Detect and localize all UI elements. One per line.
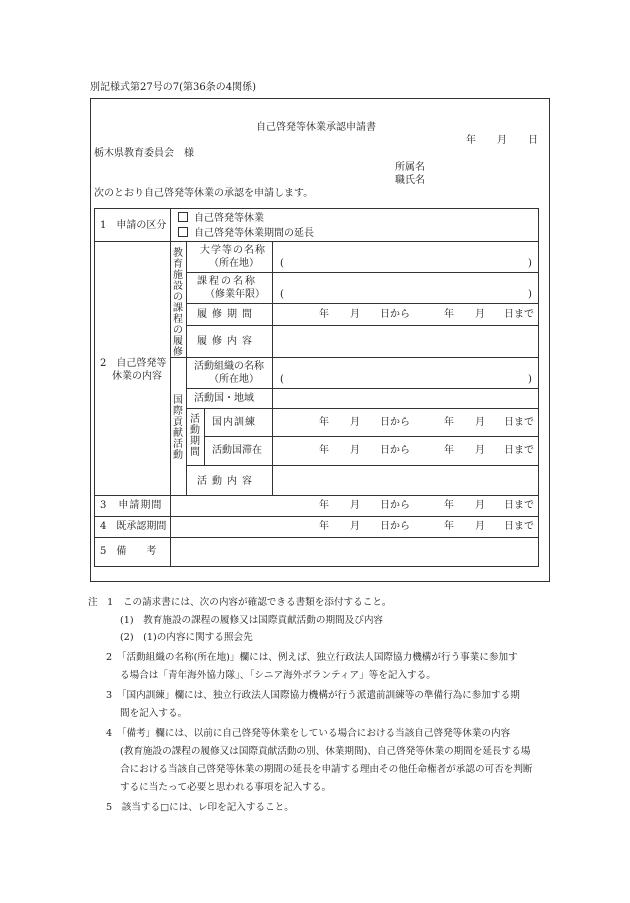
note-4c: 合における当該自己啓発等休業の期間の延長を申請する理由その他任命権者が承認の可否を判断 (120, 764, 533, 775)
day-until: 日まで (504, 309, 534, 320)
form-title: 自己啓発等休業承認申請書 (256, 122, 376, 133)
stay-abroad-label: 活動国滞在 (212, 445, 262, 456)
year-from: 年 (319, 417, 329, 428)
note-4b: (教育施設の課程の履修又は国際貢献活動の別、休業期間)、自己啓発等休業の期間を延長する場 (120, 746, 531, 757)
course-years-label: （修業年限） (205, 289, 265, 300)
study-period-label: 履修期間 (197, 309, 257, 320)
organization-location-label: （所在地） (209, 374, 259, 385)
day-until: 日まで (504, 417, 534, 428)
university-location-label: （所在地） (209, 258, 259, 269)
option-leave-extension[interactable]: 自己啓発等休業期間の延長 (178, 227, 314, 240)
note-head: 注 1 この請求書には、次の内容が確認できる書類を添付すること。 (88, 597, 392, 608)
country-region-label: 活動国・地域 (194, 393, 254, 404)
day-until: 日まで (504, 445, 534, 456)
section2-label-line2: 休業の内容 (112, 371, 162, 382)
note-3b: 間を記入する。 (120, 708, 188, 719)
checkbox-icon[interactable] (178, 212, 188, 222)
note-2a: 2 「活動組織の名称(所在地)」欄には、例えば、独立行政法人国際協力機構が行う事業に参加す (106, 652, 518, 663)
activity-content-label: 活動内容 (197, 476, 257, 487)
date-day: 日 (528, 135, 538, 146)
month-from: 月 (350, 445, 360, 456)
organization-name-label: 活動組織の名称 (194, 361, 264, 372)
section5-label: 5 備 考 (100, 546, 157, 557)
year-from: 年 (319, 445, 329, 456)
day-until: 日まで (504, 521, 534, 532)
year-from: 年 (319, 309, 329, 320)
note-4a: 4 「備考」欄には、以前に自己啓発等休業をしている場合における当該自己啓発等休業の内容 (106, 728, 511, 739)
year-until: 年 (444, 309, 454, 320)
form-number: 別記様式第27号の7(第36条の4関係) (90, 82, 256, 93)
day-from: 日から (380, 500, 410, 511)
year-until: 年 (444, 521, 454, 532)
domestic-training-label: 国内訓練 (212, 417, 256, 428)
note-1-1: (1) 教育施設の課程の履修又は国際貢献活動の期間及び内容 (120, 615, 384, 626)
day-from: 日から (380, 521, 410, 532)
note-4d: するに当たって必要と思われる事項を記入する。 (120, 782, 332, 793)
month-from: 月 (350, 417, 360, 428)
paren-open: ( (280, 289, 284, 300)
month-from: 月 (350, 500, 360, 511)
checkbox-icon[interactable] (178, 227, 188, 237)
course-name-label: 課程の名称 (197, 276, 257, 287)
paren-close: ) (528, 258, 532, 269)
section4-label: 4 既承認期間 (100, 521, 167, 532)
addressee: 栃木県教育委員会 様 (94, 148, 194, 159)
month-from: 月 (350, 309, 360, 320)
month-from: 月 (350, 521, 360, 532)
section3-label: 3 申請期間 (100, 500, 163, 511)
university-name-label: 大学等の名称 (200, 245, 266, 256)
month-until: 月 (475, 500, 485, 511)
paren-open: ( (280, 258, 284, 269)
month-until: 月 (475, 309, 485, 320)
section1-label: 1 申請の区分 (100, 220, 167, 231)
month-until: 月 (475, 521, 485, 532)
year-until: 年 (444, 500, 454, 511)
activity-period-vertical-label: 活動期間 (190, 414, 200, 458)
study-content-label: 履修内容 (197, 336, 257, 347)
month-until: 月 (475, 417, 485, 428)
day-until: 日まで (504, 500, 534, 511)
note-2b: る場合は「青年海外協力隊」、「シニア海外ボランティア」等を記入する。 (120, 670, 436, 681)
date-year: 年 (466, 135, 476, 146)
day-from: 日から (380, 417, 410, 428)
paren-close: ) (528, 289, 532, 300)
day-from: 日から (380, 309, 410, 320)
intro-text: 次のとおり自己啓発等休業の承認を申請します。 (94, 188, 314, 199)
date-month: 月 (497, 135, 507, 146)
paren-open: ( (280, 374, 284, 385)
option-self-development-leave[interactable]: 自己啓発等休業 (178, 212, 264, 225)
month-until: 月 (475, 445, 485, 456)
year-until: 年 (444, 417, 454, 428)
note-3a: 3 「国内訓練」欄には、独立行政法人国際協力機構が行う派遣前訓練等の準備行為に参加する期 (106, 690, 520, 701)
note-5: 5 該当する□には、レ印を記入すること。 (106, 802, 294, 813)
paren-close: ) (528, 374, 532, 385)
year-from: 年 (319, 521, 329, 532)
international-vertical-label: 国際貢献活動 (173, 395, 183, 461)
name-label: 職氏名 (395, 175, 425, 186)
year-from: 年 (319, 500, 329, 511)
education-vertical-label: 教育施設の課程の履修 (173, 248, 183, 358)
section2-label-line1: 2 自己啓発等 (100, 358, 167, 369)
year-until: 年 (444, 445, 454, 456)
day-from: 日から (380, 445, 410, 456)
note-1-2: (2) (1)の内容に関する照会先 (120, 632, 253, 643)
affiliation-label: 所属名 (395, 162, 425, 173)
